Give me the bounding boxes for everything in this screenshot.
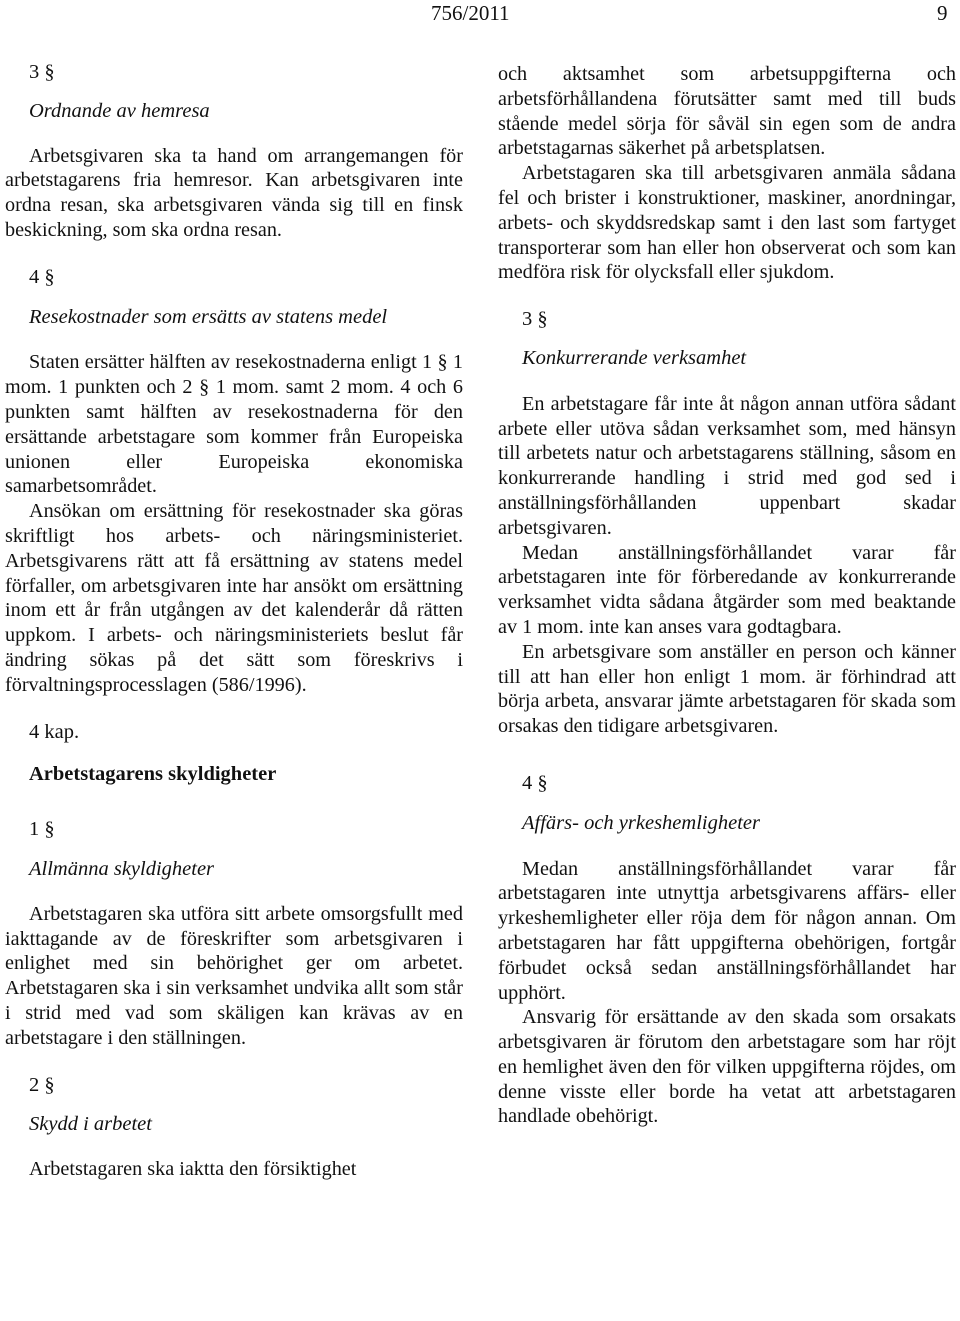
right-column (498, 62, 956, 1129)
left-column (5, 58, 463, 1182)
section-number: 3 § (29, 61, 55, 83)
paragraph: Staten ersätter hälften av resekostnaderna enligt 1 § 1 mom. 1 punkten och 2 § 1 mom. samt 2 mom. 4 och 6 punkten samt hälften av resekostnaderna för den ersättande arbetstagare som kommer från Europeiska unionen eller Europeiska ekonomiska samarbetsområdet. (5, 351, 463, 498)
section-number: 4 § (522, 771, 548, 794)
section-title: Skydd i arbetet (29, 1113, 152, 1136)
paragraph: Arbetsgivaren ska ta hand om arrangemangen för arbetstagarens fria hemresor. Kan arbetsgivaren inte ordna resan, ska arbetsgivaren vända sig till en finsk beskickning, som ska ordna resan. (5, 144, 463, 241)
section-title: Resekostnader som ersätts av statens medel (29, 305, 388, 328)
section-title: Affärs- och yrkeshemligheter (522, 811, 760, 834)
paragraph: Ansökan om ersättning för resekostnader ska göras skriftligt hos arbets- och näringsministeriet. Arbetsgivarens rätt att få ersättning av statens medel förfaller, om arbetsgivaren inte har ansökt om ersättning inom ett år från utgången av det kalenderår då rätten uppkom. I arbets- och näringsministeriets beslut får ändring sökas på det sätt som föreskrivs i förvaltningsprocesslagen (586/1996). (5, 500, 463, 696)
section-title: Ordnande av hemresa (29, 99, 210, 122)
chapter-title: Arbetstagarens skyldigheter (29, 763, 277, 786)
section-title: Konkurrerande verksamhet (522, 346, 747, 369)
section-number: 1 § (29, 818, 55, 841)
paragraph: Arbetstagaren ska till arbetsgivaren anmäla sådana fel och brister i konstruktioner, maskiner, anordningar, arbets- och skyddsredskap samt i den last som fartyget transporterar som han eller hon observerat och som kan medföra risk för olycksfall eller sjukdom. (498, 162, 956, 284)
document-number: 756/2011 (431, 1, 510, 25)
page-number: 9 (937, 1, 948, 25)
paragraph: En arbetstagare får inte åt någon annan utföra sådant arbete eller utöva sådan verksamhet som, med hänsyn till arbetets natur och arbetstagarens ställning, såsom en konkurrerande handling i strid med god sed i anställningsförhållanden uppenbart skadar arbetsgivaren. (498, 392, 956, 539)
paragraph: En arbetsgivare som anställer en person och känner till att han eller hon enligt 1 mom. är förhindrad att börja arbeta, ansvarar jämte arbetstagaren för skada som orsakas den tidigare arbetsgivaren. (498, 640, 956, 738)
chapter-number: 4 kap. (29, 720, 80, 743)
paragraph: Arbetstagaren ska utföra sitt arbete omsorgsfullt med iakttagande av de föreskrifter som arbetsgivaren i enlighet med sin behörighet ger om arbetet. Arbetstagaren ska i sin verksamhet undvika allt som står i strid med vad som skäligen kan krävas av en arbetstagare i den ställningen. (5, 902, 463, 1049)
paragraph: Medan anställningsförhållandet varar får arbetstagaren inte för förberedande av konkurrerande verksamhet vidta sådana åtgärder som med beaktande av 1 mom. inte kan anses vara godtagbara. (498, 541, 956, 638)
paragraph: Ansvarig för ersättande av den skada som orsakats arbetsgivaren är förutom den arbetstagare som har röjt en hemlighet även den för vilken uppgifterna röjdes, om denne visste eller borde ha vetat att arbetstagaren handlade obehörigt. (498, 1006, 956, 1128)
section-number: 2 § (29, 1073, 55, 1096)
section-title: Allmänna skyldigheter (29, 857, 215, 880)
section-number: 4 § (29, 265, 55, 288)
section-number: 3 § (522, 308, 548, 331)
paragraph-continued: och aktsamhet som arbetsuppgifterna och arbetsförhållandena förutsätter samt med till buds stående medel sörja för såväl sin egen som de andra arbetstagarnas säkerhet på arbetsplatsen. (498, 63, 956, 160)
paragraph-start: Arbetstagaren ska iaktta den försiktighet (29, 1158, 357, 1181)
paragraph: Medan anställningsförhållandet varar får arbetstagaren inte utnyttja arbetsgivarens affärs- eller yrkeshemligheter eller röja dem för någon annan. Om arbetstagaren har fått uppgifterna obehörigen, fortgår förbudet också sedan anställningsförhållandet har upphört. (498, 857, 956, 1004)
